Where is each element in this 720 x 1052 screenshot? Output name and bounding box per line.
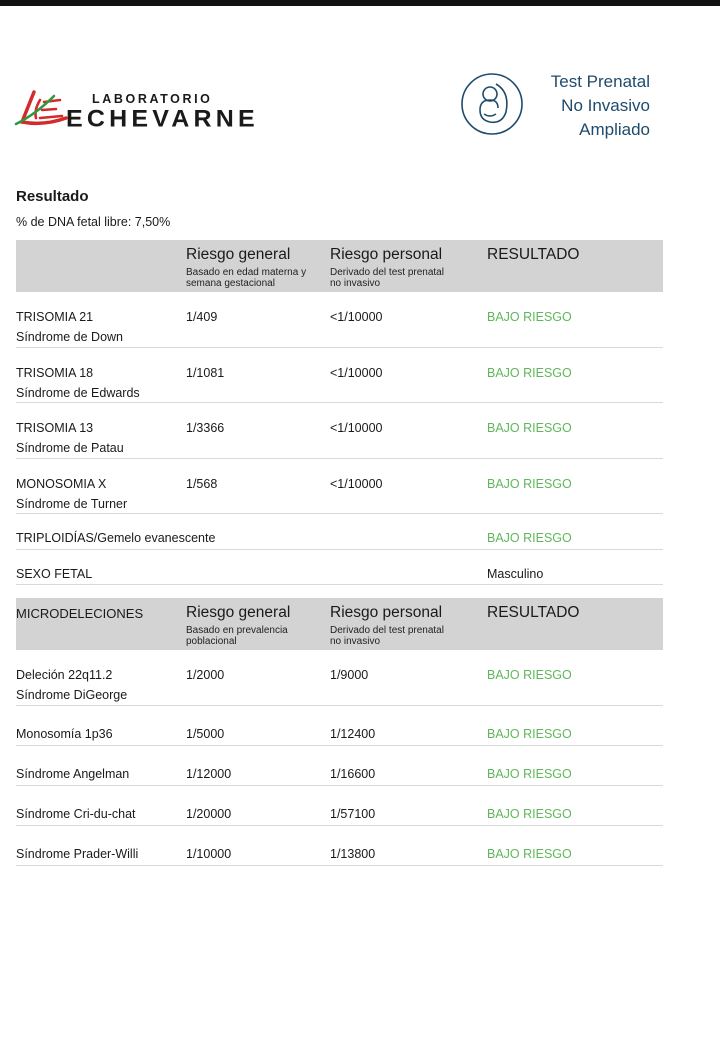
row-personal: <1/10000: [330, 366, 383, 380]
sub-line: no invasivo: [330, 636, 381, 647]
table-row: [16, 650, 663, 706]
test-title-line3: Ampliado: [579, 120, 650, 139]
row-result: BAJO RIESGO: [487, 531, 572, 545]
sub-line: no invasivo: [330, 278, 381, 289]
fetus-circle-icon: [460, 70, 524, 138]
row-result: BAJO RIESGO: [487, 807, 572, 821]
table-row: [16, 550, 663, 585]
sub-line: poblacional: [186, 636, 237, 647]
row-result: BAJO RIESGO: [487, 310, 572, 324]
row-name-cell: [16, 474, 127, 514]
row-name: Deleción 22q11.2: [16, 668, 113, 682]
table2-header-risk-personal: Riesgo personal: [330, 604, 443, 621]
table2-header-result: RESULTADO: [487, 604, 580, 621]
row-general: 1/3366: [186, 421, 225, 435]
row-result: BAJO RIESGO: [487, 847, 572, 861]
table-row: [16, 826, 663, 866]
table-row: [16, 706, 663, 746]
sub-line: Basado en prevalencia: [186, 625, 288, 636]
row-personal: 1/12400: [330, 727, 376, 741]
table-spacer: [16, 585, 663, 598]
row-result: BAJO RIESGO: [487, 668, 572, 682]
sub-line: semana gestacional: [186, 278, 275, 289]
table-row: [16, 292, 663, 348]
row-name: Monosomía 1p36: [16, 727, 113, 741]
row-name: TRIPLOIDÍAS/Gemelo evanescente: [16, 531, 216, 545]
row-result: BAJO RIESGO: [487, 767, 572, 781]
sub-line: Derivado del test prenatal: [330, 625, 444, 636]
row-result: BAJO RIESGO: [487, 477, 572, 491]
row-name: TRISOMIA 13: [16, 421, 94, 435]
lab-logo: [14, 88, 354, 132]
row-personal: 1/57100: [330, 807, 376, 821]
row-sub: Síndrome de Turner: [16, 497, 128, 511]
row-personal: 1/9000: [330, 668, 369, 682]
result-title: Resultado: [16, 188, 89, 205]
sub-line: Derivado del test prenatal: [330, 267, 444, 278]
logo-mark-icon: [14, 88, 74, 132]
row-sub: Síndrome de Down: [16, 330, 124, 344]
table2-header-risk-general: Riesgo general: [186, 604, 291, 621]
table-row: [16, 348, 663, 403]
row-name: Síndrome Prader-Willi: [16, 847, 139, 861]
dna-fraction: % de DNA fetal libre: 7,50%: [16, 215, 171, 229]
row-result: BAJO RIESGO: [487, 366, 572, 380]
table-row: [16, 514, 663, 550]
row-sub: Síndrome DiGeorge: [16, 688, 128, 702]
row-name-cell: [16, 665, 127, 705]
top-bar: [0, 0, 720, 6]
row-sub: Síndrome de Edwards: [16, 386, 140, 400]
row-general: 1/20000: [186, 807, 232, 821]
table2-header-risk-general-sub: [186, 625, 288, 647]
row-name: SEXO FETAL: [16, 567, 93, 581]
table-row: [16, 403, 663, 459]
row-result: BAJO RIESGO: [487, 727, 572, 741]
row-name-cell: [16, 307, 123, 347]
row-personal: <1/10000: [330, 421, 383, 435]
table1-header-risk-personal-sub: [330, 267, 444, 289]
fetal-sex-value: Masculino: [487, 567, 544, 581]
row-name: TRISOMIA 18: [16, 366, 94, 380]
table-row: [16, 786, 663, 826]
table2-header-col1: MICRODELECIONES: [16, 606, 144, 621]
row-result: BAJO RIESGO: [487, 421, 572, 435]
row-personal: <1/10000: [330, 310, 383, 324]
row-general: 1/2000: [186, 668, 225, 682]
row-name-cell: [16, 418, 124, 458]
row-sub: Síndrome de Patau: [16, 441, 124, 455]
logo-line1: LABORATORIO: [92, 92, 213, 106]
table1-header-result: RESULTADO: [487, 246, 580, 263]
table1-header-risk-personal: Riesgo personal: [330, 246, 443, 263]
row-personal: <1/10000: [330, 477, 383, 491]
table1-header-risk-general: Riesgo general: [186, 246, 291, 263]
test-title-line2: No Invasivo: [561, 96, 650, 115]
table1-header-risk-general-sub: [186, 267, 306, 289]
row-personal: 1/13800: [330, 847, 376, 861]
test-title-line1: Test Prenatal: [550, 72, 650, 91]
results-table: [16, 240, 663, 866]
row-general: 1/12000: [186, 767, 232, 781]
table1-header: [16, 240, 663, 292]
row-general: 1/568: [186, 477, 218, 491]
row-general: 1/409: [186, 310, 218, 324]
test-title: [551, 70, 650, 142]
row-personal: 1/16600: [330, 767, 376, 781]
table-row: [16, 459, 663, 514]
sub-line: Basado en edad materna y: [186, 267, 307, 278]
row-name: Síndrome Angelman: [16, 767, 130, 781]
table2-header: [16, 598, 663, 650]
row-name: Síndrome Cri-du-chat: [16, 807, 136, 821]
table2-header-risk-personal-sub: [330, 625, 444, 647]
row-name-cell: [16, 363, 140, 403]
row-name: MONOSOMIA X: [16, 477, 107, 491]
table-row: [16, 746, 663, 786]
row-general: 1/10000: [186, 847, 232, 861]
row-name: TRISOMIA 21: [16, 310, 94, 324]
row-general: 1/1081: [186, 366, 225, 380]
row-general: 1/5000: [186, 727, 225, 741]
logo-line2: ECHEVARNE: [66, 105, 259, 133]
